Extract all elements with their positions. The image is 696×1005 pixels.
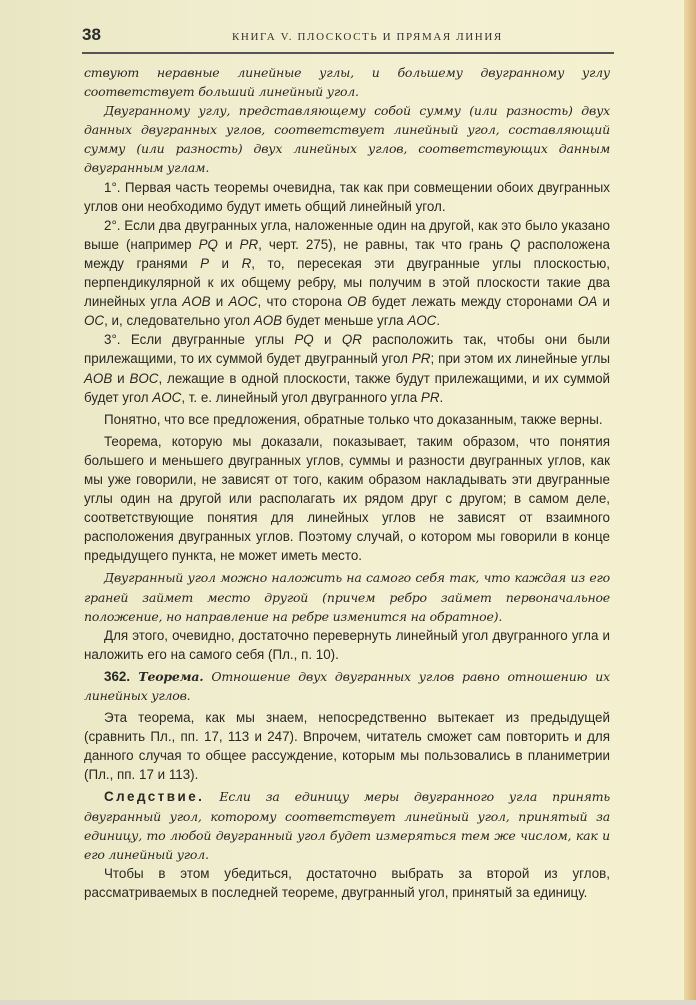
proof-marker: 3°. xyxy=(104,332,121,348)
corollary-label: Следствие. xyxy=(104,789,205,805)
paragraph-corollary-proof: Чтобы в этом убедиться, достаточно выбрать за второй из углов, рассматриваемых в последней теореме, двугранный угол, принятый за единицу. xyxy=(84,865,610,900)
paragraph-theorem-362: 362. Теорема. Отношение двух двугранных углов равно отношению их линейных углов. xyxy=(84,668,610,703)
proof-marker: 1°. xyxy=(104,179,121,195)
header-rule xyxy=(82,52,614,54)
paragraph-proof-2: 2°. Если два двугранных угла, наложенные один на другой, как это было указано выше (например PQ и PR, черт. 275), не равны, так что грань Q расположена между гранями P и R, то, пересекая эти двугранные углы плоскостью, перпендикулярной к их общему ребру, мы получим в этой плоскости такие два линейных угла AOB и AOC, что сторона OB будет лежать между сторонами OA и OC, и, следовательно угол AOB будет меньше угла AOC. xyxy=(84,217,611,329)
page-body xyxy=(84,63,610,902)
page-edge xyxy=(684,0,696,1000)
paragraph-theorem-362-proof: Эта теорема, как мы знаем, непосредственно вытекает из предыдущей (сравнить Пл., пп. 17, 113 и 247). Впрочем, читатель сможет сам повторить и для данного случая то общее рассуждение, которым мы пользовались в планиметрии (Пл., пп. 17 и 113). xyxy=(84,710,610,783)
bottom-strip xyxy=(0,1000,696,1005)
paragraph-remark: Теорема, которую мы доказали, показывает, таким образом, что понятия большего и меньшего двугранных углов, суммы и разности двугранных углов, как мы уже говорили, не зависят от того, каким образом накладывать эти двугранные углы один на другой или располагать их рядом друг с другом; в самом деле, соответствующие понятия для линейных углов не зависят от взаимного расположения двугранных углов. Поэтому случай, о котором мы говорили в конце предыдущего пункта, не может иметь место. xyxy=(84,433,610,564)
paragraph-corollary: Следствие. Если за единицу меры двугранного угла принять двугранный угол, которому соответствует линейный угол, принятый за единицу, то любой двугранный угол будет измеряться тем же числом, как и его линейный угол. xyxy=(84,789,610,862)
paragraph-self-superposition: Двугранный угол можно наложить на самого себя так, что каждая из его граней займет место другой (причем ребро займет первоначальное положение, но направление на ребре изменится на обратное). xyxy=(84,570,610,624)
proof-marker: 2°. xyxy=(104,217,121,233)
section-number: 362. xyxy=(104,668,131,684)
paragraph-proof-1: 1°. Первая часть теоремы очевидна, так как при совмещении обоих двугранных углов они необходимо будут иметь общий линейный угол. xyxy=(84,179,610,214)
paragraph-converse: Понятно, что все предложения, обратные только что доказанным, также верны. xyxy=(104,411,603,427)
paragraph-proof-3: 3°. Если двугранные углы PQ и QR расположить так, чтобы они были прилежащими, то их суммой будет двугранный угол PR; при этом их линейные углы AOB и BOC, лежащие в одной плоскости, также будут прилежащими, и их суммой будет угол AOC, т. е. линейный угол двугранного угла PR. xyxy=(84,332,611,405)
paragraph-theorem-continuation: ствуют неравные линейные углы, и большему двугранному углу соответствует больший линейный угол. xyxy=(84,65,610,100)
running-head: КНИГА V. ПЛОСКОСТЬ И ПРЯМАЯ ЛИНИЯ xyxy=(232,31,503,43)
paragraph-self-superposition-proof: Для этого, очевидно, достаточно перевернуть линейный угол двугранного угла и наложить его на самого себя (Пл., п. 10). xyxy=(84,627,610,662)
page-header xyxy=(82,25,612,49)
page-number: 38 xyxy=(82,25,101,44)
paragraph-theorem-sum: Двугранному углу, представляющему собой сумму (или разность) двух данных двугранных углов, соответствует линейный угол, составляющий сумму (или разность) двух линейных углов, соответствующих данным двугранным углам. xyxy=(84,103,610,176)
theorem-label: Теорема. xyxy=(130,668,204,684)
